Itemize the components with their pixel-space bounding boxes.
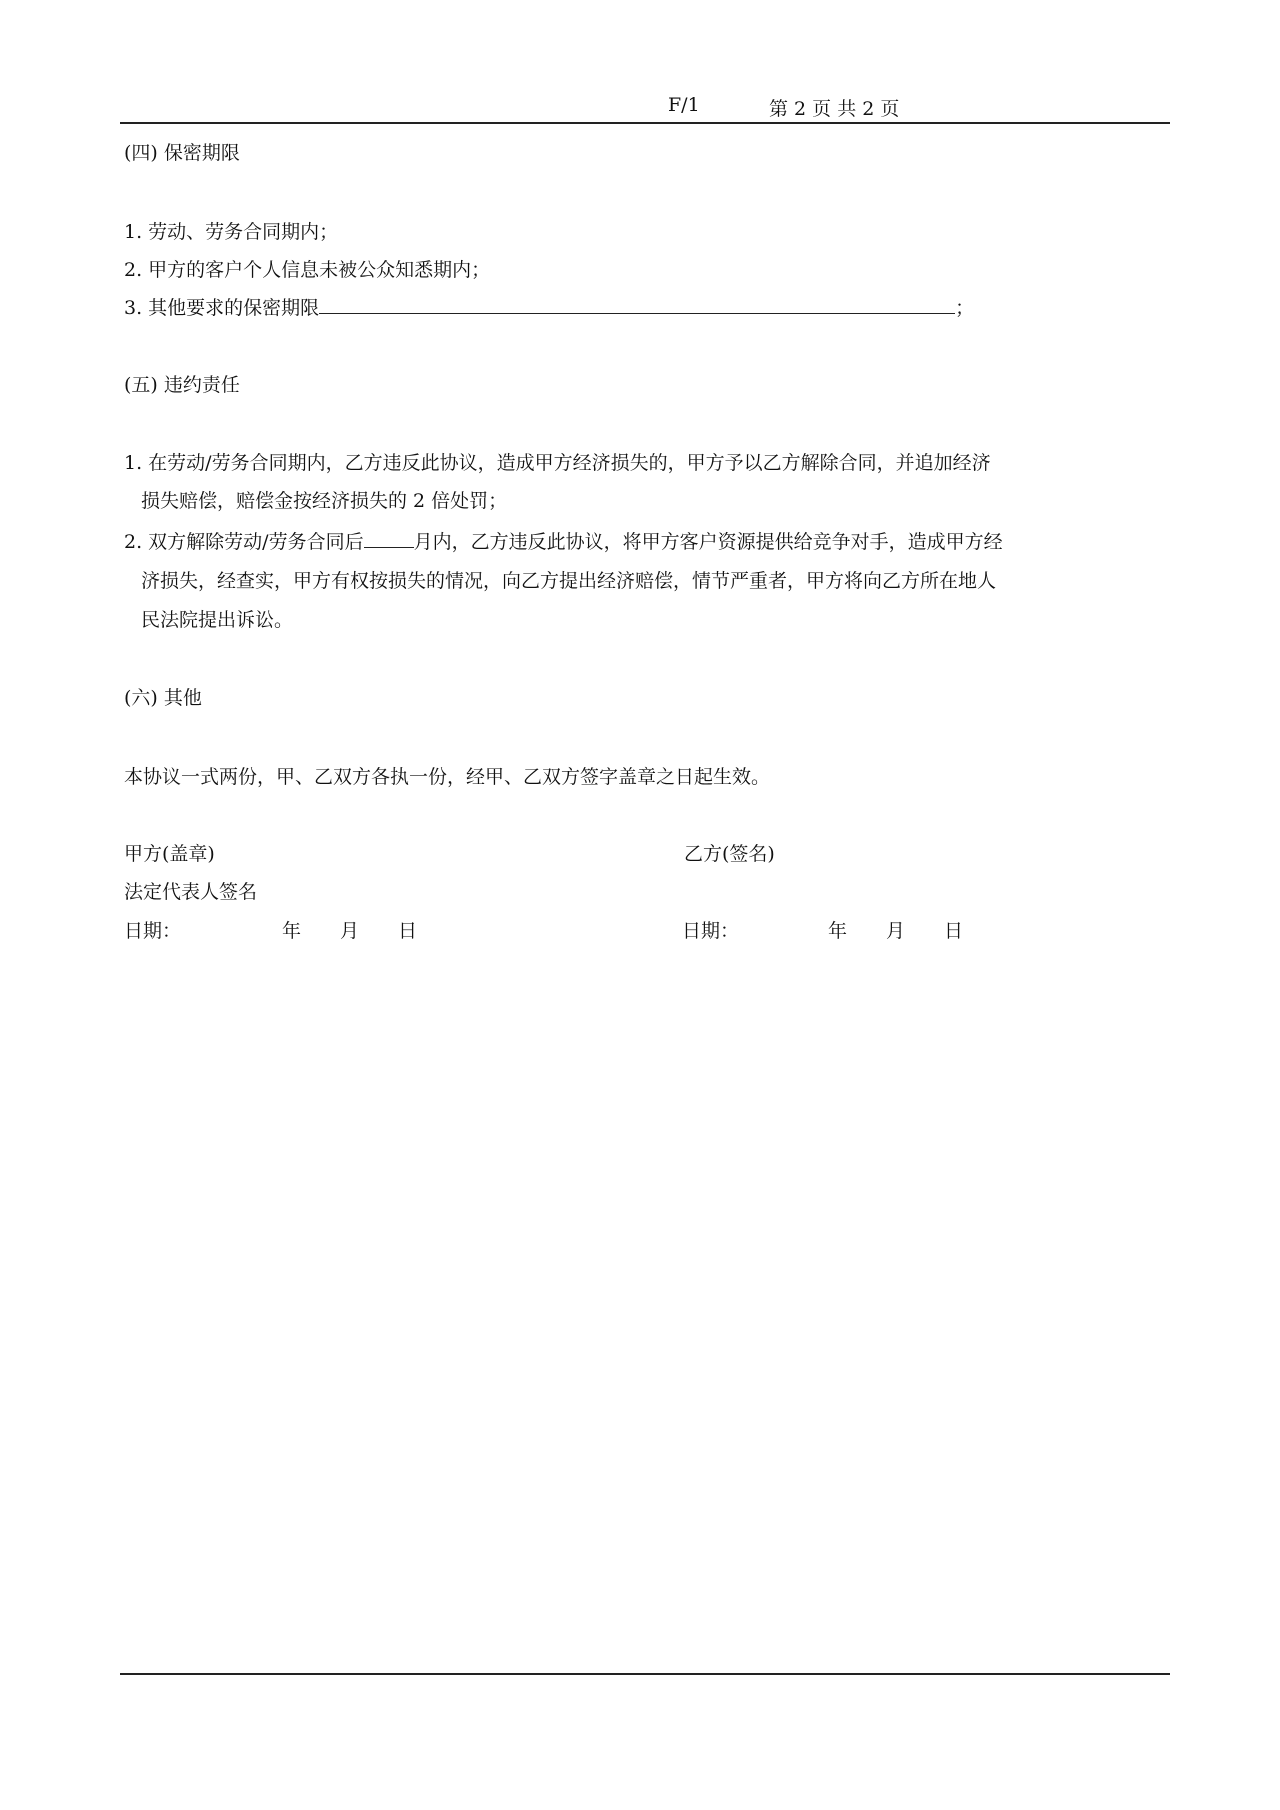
party-a-date-day: 日 [398,920,418,942]
party-a-date-month: 月 [340,920,360,942]
section-5-item-2-line-2: 济损失，经查实，甲方有权按损失的情况，向乙方提出经济赔偿，情节严重者，甲方将向乙方所在地人 [141,570,997,592]
section-5-item-2-prefix: 2. 双方解除劳动/劳务合同后 [124,531,364,553]
section-4-item-1: 1. 劳动、劳务合同期内； [124,221,339,243]
section-6-body: 本协议一式两份，甲、乙双方各执一份，经甲、乙双方签字盖章之日起生效。 [124,766,771,788]
legal-rep-signature-label: 法定代表人签名 [124,881,258,903]
confidentiality-period-blank[interactable] [319,294,955,314]
party-b-date-month: 月 [886,920,906,942]
section-5-item-2-line-3: 民法院提出诉讼。 [141,609,294,631]
page-indicator: 第 2 页 共 2 页 [769,98,900,120]
party-a-date-year: 年 [282,920,302,942]
section-5-item-1-line-2: 损失赔偿，赔偿金按经济损失的 2 倍处罚； [141,490,508,512]
party-a-seal-label: 甲方(盖章) [124,843,215,865]
party-b-signature-label: 乙方(签名) [684,843,775,865]
section-4-title: (四) 保密期限 [124,142,240,164]
section-5-item-2-suffix: 月内，乙方违反此协议，将甲方客户资源提供给竞争对手，造成甲方经 [413,531,1003,553]
party-b-date-day: 日 [944,920,964,942]
footer-rule [120,1673,1170,1675]
section-5-item-2-line-1 [124,527,1003,554]
section-5-item-1-line-1: 1. 在劳动/劳务合同期内，乙方违反此协议，造成甲方经济损失的，甲方予以乙方解除合同，并追加经济 [124,452,991,474]
section-4-item-3 [124,293,974,320]
section-6-title: (六) 其他 [124,687,202,709]
section-4-item-2: 2. 甲方的客户个人信息未被公众知悉期内； [124,259,491,281]
section-4-item-3-label: 3. 其他要求的保密期限 [124,297,320,319]
months-blank[interactable] [364,528,414,548]
form-code: F/1 [668,94,700,116]
section-4-item-3-suffix: ； [955,297,975,319]
header-rule [120,122,1170,124]
party-b-date-year: 年 [828,920,848,942]
party-b-date-label: 日期： [682,920,740,942]
section-5-title: (五) 违约责任 [124,374,240,396]
party-a-date-label: 日期： [124,920,182,942]
